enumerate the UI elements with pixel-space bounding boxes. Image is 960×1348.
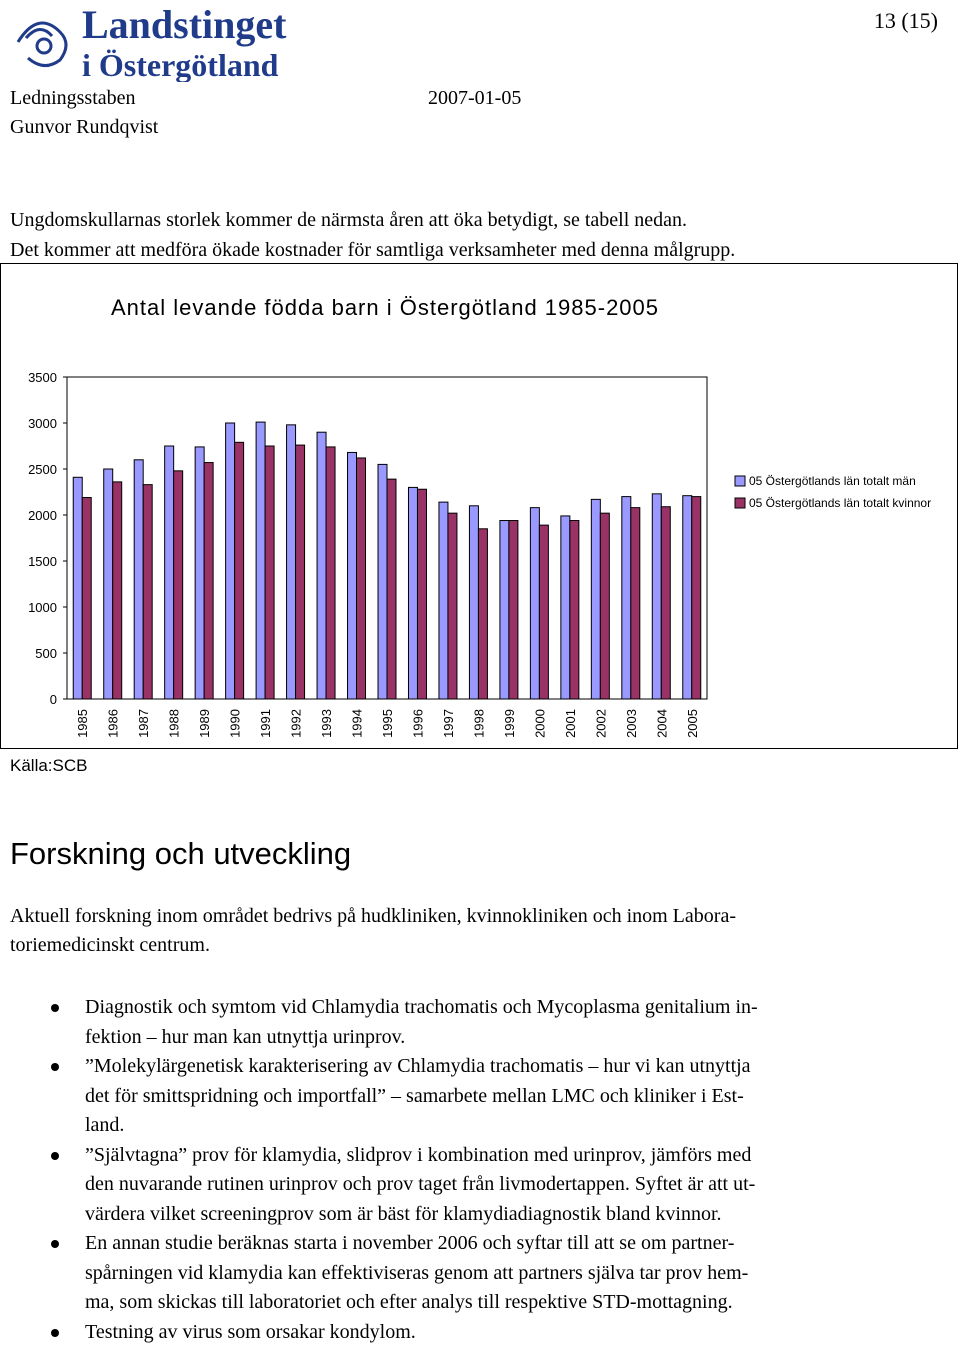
- y-tick-label: 500: [35, 646, 57, 661]
- bar-women: [478, 529, 487, 699]
- bar-men: [591, 499, 600, 699]
- logo-graphic: [8, 2, 333, 82]
- bar-women: [387, 479, 396, 699]
- section-heading: Forskning och utveckling: [10, 836, 352, 871]
- bar-men: [104, 469, 113, 699]
- intro-text: [10, 205, 940, 265]
- bar-women: [235, 442, 244, 699]
- bar-women: [113, 482, 122, 699]
- list-item-line: ”Självtagna” prov för klamydia, slidprov i kombination med urinprov, jämförs med: [85, 1143, 752, 1166]
- bar-men: [348, 452, 357, 699]
- legend-swatch: [735, 498, 745, 508]
- list-item-line: den nuvarande rutinen urinprov och prov taget från livmodertappen. Syftet är att ut-: [85, 1173, 756, 1195]
- x-tick-label: 1986: [105, 709, 121, 738]
- x-tick-label: 1996: [410, 709, 426, 738]
- bar-men: [256, 422, 265, 699]
- bar-men: [561, 516, 570, 699]
- x-tick-label: 1993: [319, 709, 335, 738]
- bar-women: [417, 489, 426, 699]
- bar-men: [500, 521, 509, 699]
- bullet-icon: [51, 1329, 59, 1337]
- birth-chart: [0, 263, 958, 749]
- x-tick-label: 1995: [380, 709, 395, 738]
- bullet-icon: [51, 1152, 59, 1160]
- chart-title: Antal levande födda barn i Östergötland 1985-2005: [110, 295, 660, 320]
- list-item: [10, 1318, 940, 1348]
- legend-swatch: [735, 476, 745, 486]
- x-tick-label: 2005: [684, 709, 700, 738]
- bar-men: [134, 460, 143, 699]
- department: Ledningsstaben: [10, 87, 136, 109]
- legend-label: 05 Östergötlands län totalt män: [749, 474, 916, 488]
- source-note: Källa:SCB: [10, 756, 88, 775]
- logo-line2: i Östergötland: [82, 47, 279, 82]
- bar-women: [143, 485, 152, 699]
- bar-men: [73, 477, 82, 699]
- research-list: [10, 993, 940, 1347]
- bar-men: [408, 487, 417, 699]
- author: Gunvor Rundqvist: [10, 116, 159, 138]
- bar-women: [265, 446, 274, 699]
- list-item-line: Testning av virus som orsakar kondylom.: [85, 1320, 416, 1343]
- x-tick-label: 1998: [471, 709, 487, 738]
- y-tick-label: 1000: [28, 600, 57, 615]
- y-tick-label: 3500: [28, 370, 57, 385]
- bar-men: [622, 497, 631, 699]
- bar-women: [539, 525, 548, 699]
- x-tick-label: 2000: [532, 709, 548, 738]
- list-item: [10, 1141, 940, 1230]
- bar-women: [570, 521, 579, 699]
- list-item: [10, 1229, 940, 1318]
- x-tick-label: 1991: [258, 709, 274, 738]
- x-tick-label: 1989: [197, 709, 213, 738]
- bar-women: [174, 471, 183, 699]
- x-tick-label: 1999: [501, 709, 517, 738]
- x-tick-label: 1987: [136, 709, 152, 738]
- intro-line: Det kommer att medföra ökade kostnader för samtliga verksamheter med denna målgrupp.: [10, 239, 736, 261]
- bar-men: [469, 506, 478, 699]
- bar-women: [296, 445, 305, 699]
- x-tick-label: 1992: [288, 709, 304, 738]
- section-paragraph: [10, 902, 935, 960]
- x-tick-label: 2002: [593, 709, 609, 738]
- bar-men: [195, 447, 204, 699]
- list-item-line: fektion – hur man kan utnyttja urinprov.: [85, 1025, 406, 1048]
- bar-women: [631, 508, 640, 699]
- x-tick-label: 1994: [349, 709, 365, 738]
- bar-men: [683, 496, 692, 699]
- bar-women: [204, 463, 213, 699]
- bar-men: [439, 502, 448, 699]
- bar-women: [326, 447, 335, 699]
- y-tick-label: 0: [49, 692, 57, 707]
- x-tick-label: 2003: [623, 709, 639, 738]
- list-item-line: land.: [85, 1114, 125, 1136]
- bar-women: [661, 507, 670, 699]
- x-tick-label: 1990: [227, 709, 243, 738]
- bullet-icon: [51, 1063, 59, 1071]
- document-date: 2007-01-05: [428, 87, 522, 109]
- bar-women: [357, 458, 366, 699]
- x-tick-label: 1985: [75, 709, 91, 738]
- bar-men: [530, 508, 539, 699]
- list-item-line: ”Molekylärgenetisk karakterisering av Chlamydia trachomatis – hur vi kan utnyttja: [85, 1055, 751, 1077]
- bar-men: [652, 494, 661, 699]
- y-tick-label: 1500: [28, 554, 57, 569]
- logo-line1: Landstinget: [82, 2, 287, 47]
- legend-label: 05 Östergötlands län totalt kvinnor: [749, 496, 932, 510]
- list-item: [10, 993, 940, 1052]
- x-tick-label: 1988: [166, 709, 182, 738]
- bar-women: [82, 498, 91, 699]
- list-item: [10, 1052, 940, 1141]
- list-item-line: Diagnostik och symtom vid Chlamydia trachomatis och Mycoplasma genitalium in-: [85, 996, 758, 1018]
- intro-line: Ungdomskullarnas storlek kommer de närmsta åren att öka betydigt, se tabell nedan.: [10, 209, 688, 231]
- paragraph-line: toriemedicinskt centrum.: [10, 934, 210, 956]
- list-item-line: det för smittspridning och importfall” – samarbete mellan LMC och kliniker i Est-: [85, 1084, 744, 1107]
- bullet-icon: [51, 1240, 59, 1248]
- bar-women: [692, 497, 701, 699]
- bar-men: [287, 425, 296, 699]
- list-item-line: En annan studie beräknas starta i november 2006 och syftar till att se om partner-: [85, 1232, 735, 1254]
- bar-women: [600, 513, 609, 699]
- list-item-line: ma, som skickas till laboratoriet och efter analys till respektive STD-mottagning.: [85, 1291, 733, 1313]
- y-tick-label: 2000: [28, 508, 57, 523]
- paragraph-line: Aktuell forskning inom området bedrivs på hudkliniken, kvinnokliniken och inom Labora-: [10, 905, 736, 927]
- x-tick-label: 1997: [440, 709, 456, 738]
- x-tick-label: 2001: [562, 709, 578, 738]
- y-tick-label: 3000: [28, 416, 57, 431]
- x-tick-label: 2004: [654, 709, 670, 738]
- bullet-icon: [51, 1004, 59, 1012]
- bar-women: [448, 513, 457, 699]
- landstinget-logo: [8, 2, 333, 82]
- page-number: 13 (15): [873, 8, 938, 33]
- list-item-line: värdera vilket screeningprov som är bäst för klamydiadiagnostik bland kvinnor.: [85, 1202, 722, 1225]
- bar-men: [317, 432, 326, 699]
- bar-men: [165, 446, 174, 699]
- list-item-line: spårningen vid klamydia kan effektiviseras genom att partners själva tar prov hem-: [85, 1261, 749, 1284]
- bar-women: [509, 521, 518, 699]
- y-tick-label: 2500: [28, 462, 57, 477]
- bar-men: [226, 423, 235, 699]
- bar-men: [378, 464, 387, 699]
